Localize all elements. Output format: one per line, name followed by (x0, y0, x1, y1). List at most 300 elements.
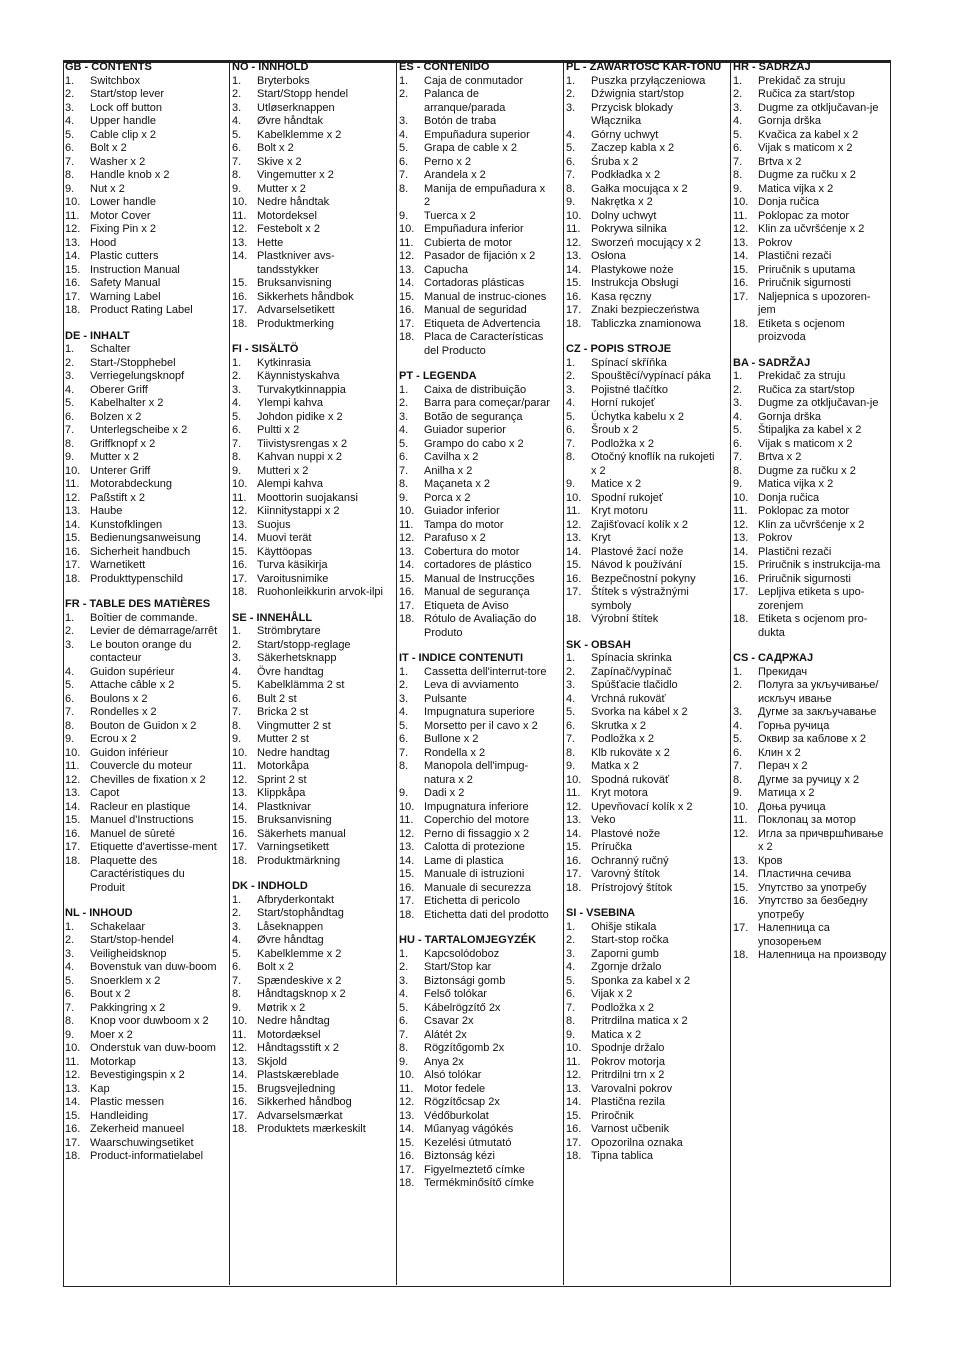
list-item (63, 438, 221, 452)
item-label: Övre handtag (257, 665, 324, 678)
item-number: 2. (65, 934, 75, 946)
item-label: Placa de Características del Producto (424, 331, 544, 357)
item-number: 1. (566, 74, 576, 87)
list-item (731, 397, 889, 411)
item-number: 16. (733, 277, 749, 289)
list-item (63, 1042, 221, 1056)
item-label: Упутство за безбедну употребу (758, 895, 868, 921)
list-item (230, 841, 388, 855)
item-label: Caixa de distribuição (424, 383, 527, 396)
item-label: Käyttöopas (257, 545, 313, 558)
item-label: Mutter x 2 (257, 182, 306, 195)
list-item (63, 612, 221, 626)
list-item (230, 129, 388, 143)
list-item (230, 1015, 388, 1029)
item-number: 2. (566, 934, 576, 946)
list-item (230, 1123, 388, 1137)
list-item (564, 868, 722, 882)
item-label: Przycisk blokady Włącznika (591, 101, 673, 127)
list-item (564, 855, 722, 869)
item-number: 3. (566, 101, 576, 114)
item-number: 8. (399, 1042, 409, 1054)
item-number: 9. (65, 733, 75, 745)
list-item (397, 129, 555, 143)
item-number: 2. (65, 88, 75, 100)
item-label: Prekidač za struju (758, 370, 846, 382)
list-item (397, 1029, 555, 1043)
item-label: Zgornje držalo (591, 961, 662, 973)
list-item (731, 747, 889, 761)
item-number: 10. (65, 464, 81, 477)
section-heading: SI - VSEBINA (566, 907, 636, 919)
item-label: Bult 2 st (257, 692, 297, 705)
item-number: 4. (733, 410, 743, 423)
item-label: Festebolt x 2 (257, 223, 320, 235)
item-number: 18. (566, 881, 582, 894)
item-label: Pokrov (758, 236, 793, 249)
list-item (397, 331, 555, 358)
item-label: Spouštěcí/vypínací páka (591, 370, 711, 382)
item-number: 11. (232, 1028, 247, 1041)
item-label: Mutteri x 2 (257, 464, 309, 477)
item-number: 8. (232, 719, 242, 732)
item-number: 3. (399, 410, 409, 423)
item-label: Start/stopp-reglage (257, 638, 351, 651)
item-number: 2. (232, 88, 242, 100)
item-number: 7. (65, 706, 75, 718)
list-item (731, 882, 889, 896)
list-item (230, 438, 388, 452)
list-item (397, 1177, 555, 1191)
list-item (397, 855, 555, 869)
item-number: 8. (566, 1015, 576, 1027)
item-number: 13. (65, 236, 81, 249)
item-label: Dugme za ručku x 2 (758, 169, 856, 181)
item-label: Guidon supérieur (90, 665, 175, 678)
item-label: Tipna tablica (591, 1150, 653, 1162)
item-number: 18. (566, 613, 582, 625)
item-label: Pakkingring x 2 (90, 1001, 166, 1014)
item-label: Znaki bezpieczeństwa (591, 304, 700, 316)
item-label: Упутство за употребу (758, 881, 867, 894)
list-item (397, 532, 555, 546)
item-number: 16. (566, 854, 582, 867)
list-item (564, 478, 722, 492)
item-label: Chevilles de fixation x 2 (90, 773, 206, 786)
item-number: 2. (566, 665, 576, 678)
list-item (564, 679, 722, 693)
list-item (230, 115, 388, 129)
item-number: 10. (232, 746, 248, 759)
list-item (230, 573, 388, 587)
item-label: Sworzeń mocujący x 2 (591, 236, 702, 249)
item-number: 2. (566, 88, 576, 100)
list-item (230, 1029, 388, 1043)
item-label: Bruksanvisning (257, 277, 332, 289)
item-number: 17. (733, 922, 749, 934)
item-number: 16. (566, 572, 582, 585)
section-heading: NL - INHOUD (65, 907, 133, 919)
item-number: 6. (733, 746, 743, 759)
item-number: 8. (733, 169, 743, 181)
item-label: Perno di fissaggio x 2 (424, 827, 530, 840)
list-item (230, 357, 388, 371)
section-heading: BA - SADRŽAJ (733, 356, 811, 369)
item-label: Tiivistysrengas x 2 (257, 437, 348, 450)
item-label: Etiquette d'avertisse-ment (90, 841, 217, 853)
item-label: Varoitusnimike (257, 572, 329, 585)
item-label: Møtrik x 2 (257, 1001, 306, 1014)
list-item (731, 250, 889, 264)
item-number: 10. (65, 196, 81, 208)
item-number: 4. (399, 128, 409, 141)
item-number: 4. (232, 934, 242, 946)
list-item (230, 318, 388, 332)
item-number: 13. (65, 505, 81, 517)
language-section (63, 60, 221, 318)
list-item (397, 519, 555, 533)
item-label: Unterer Griff (90, 464, 151, 477)
item-number: 12. (566, 800, 582, 813)
list-item (397, 693, 555, 707)
item-number: 13. (232, 787, 248, 799)
item-number: 12. (65, 223, 81, 235)
item-label: Motordeksel (257, 209, 317, 222)
item-number: 7. (566, 437, 576, 450)
item-number: 12. (566, 1069, 582, 1081)
list-item (397, 1096, 555, 1110)
item-label: Turva käsikirja (257, 559, 328, 571)
section-heading: IT - INDICE CONTENUTI (399, 652, 524, 664)
item-label: Hood (90, 236, 117, 249)
list-item (731, 75, 889, 89)
list-item (731, 424, 889, 438)
item-number: 11. (566, 1055, 581, 1068)
list-item (230, 787, 388, 801)
item-label: Podložka x 2 (591, 733, 654, 745)
language-section (230, 879, 388, 1137)
item-label: Poklopac za motor (758, 209, 850, 222)
item-label: Priručnik sigurnosti (758, 277, 851, 289)
item-number: 5. (733, 424, 743, 436)
item-label: Kiinnitystappi x 2 (257, 505, 340, 517)
item-label: Zapínač/vypínač (591, 665, 672, 678)
item-label: Vrchná rukoväť (591, 692, 666, 705)
item-number: 6. (399, 1015, 409, 1027)
list-item (731, 868, 889, 882)
item-label: Cable clip x 2 (90, 128, 157, 141)
item-label: Manual de segurança (424, 586, 530, 598)
item-label: Johdon pidike x 2 (257, 410, 343, 423)
item-number: 7. (399, 169, 409, 181)
item-number: 17. (232, 841, 248, 853)
list-item (397, 438, 555, 452)
item-label: Tuerca x 2 (424, 209, 476, 222)
item-label: Håndtagsknop x 2 (257, 988, 346, 1000)
list-item (397, 465, 555, 479)
item-number: 18. (566, 1150, 582, 1162)
item-label: Klippkåpa (257, 787, 306, 799)
item-number: 5. (65, 679, 75, 691)
item-number: 5. (232, 128, 242, 141)
item-number: 12. (399, 1096, 415, 1108)
list-item (397, 397, 555, 411)
item-number: 3. (733, 706, 743, 718)
list-item (397, 142, 555, 156)
item-label: Barra para começar/parar (424, 397, 550, 409)
list-item (63, 841, 221, 855)
item-number: 9. (232, 1001, 242, 1014)
list-item (63, 75, 221, 89)
list-item (230, 492, 388, 506)
list-item (63, 1096, 221, 1110)
list-item (564, 102, 722, 129)
list-item (731, 895, 889, 922)
item-label: Racleur en plastique (90, 800, 191, 813)
item-label: Kryt (591, 532, 611, 544)
item-label: Klb rukoväte x 2 (591, 746, 670, 759)
item-label: Instruction Manual (90, 263, 180, 276)
item-label: Maçaneta x 2 (424, 478, 491, 490)
list-item (230, 210, 388, 224)
item-number: 11. (232, 491, 247, 504)
list-item (564, 357, 722, 371)
list-item (230, 760, 388, 774)
section-heading: DE - INHALT (65, 329, 130, 342)
item-number: 3. (399, 974, 409, 987)
item-number: 15. (232, 545, 248, 558)
item-number: 2. (733, 88, 743, 100)
item-number: 10. (566, 491, 582, 504)
item-number: 11. (399, 1082, 414, 1095)
item-number: 14. (566, 827, 582, 840)
list-item (564, 747, 722, 761)
item-label: Øvre håndtak (257, 115, 324, 127)
item-label: Доња ручица (758, 800, 826, 813)
item-number: 7. (733, 760, 743, 772)
item-label: Start/stop-hendel (90, 934, 174, 946)
item-label: Plaquette des Caractéristiques du Produit (90, 854, 185, 894)
list-item (230, 988, 388, 1002)
section-heading: FR - TABLE DES MATIÈRES (65, 598, 211, 610)
item-number: 5. (232, 410, 242, 423)
item-number: 12. (232, 773, 248, 786)
item-number: 15. (65, 1109, 81, 1122)
item-label: Bolt x 2 (257, 961, 294, 973)
item-number: 9. (566, 478, 576, 490)
language-column-2 (230, 60, 388, 1148)
item-number: 4. (733, 115, 743, 127)
item-number: 9. (566, 760, 576, 772)
item-label: Manuel d'Instructions (90, 814, 194, 826)
item-number: 16. (733, 895, 749, 907)
item-number: 11. (566, 787, 581, 799)
item-label: Lame di plastica (424, 854, 504, 867)
list-item (230, 532, 388, 546)
list-item (63, 639, 221, 666)
item-label: Motor Cover (90, 209, 151, 222)
list-item (230, 907, 388, 921)
item-label: Úchytka kabelu x 2 (591, 410, 684, 423)
item-number: 8. (65, 437, 75, 450)
item-number: 9. (65, 182, 75, 195)
list-item (564, 1083, 722, 1097)
list-item (731, 573, 889, 587)
item-number: 10. (566, 773, 582, 786)
item-label: Spændeskive x 2 (257, 974, 342, 987)
item-number: 14. (733, 868, 749, 880)
item-label: Műanyag vágókés (424, 1123, 514, 1135)
list-item (564, 88, 722, 102)
item-label: Bruksanvisning (257, 814, 332, 826)
list-item (230, 747, 388, 761)
list-item (397, 1110, 555, 1124)
item-number: 9. (566, 196, 576, 208)
item-number: 1. (733, 74, 743, 87)
item-number: 13. (399, 545, 415, 558)
list-item (230, 733, 388, 747)
item-number: 12. (65, 1069, 81, 1081)
item-label: Motorkap (90, 1055, 136, 1068)
list-item (230, 1069, 388, 1083)
item-number: 7. (65, 1001, 75, 1014)
list-item (731, 169, 889, 183)
list-item (63, 451, 221, 465)
item-number: 15. (566, 841, 582, 853)
item-number: 7. (399, 1028, 409, 1041)
section-heading: HU - TARTALOMJEGYZÉK (399, 934, 537, 946)
list-item (397, 814, 555, 828)
item-number: 7. (566, 1001, 576, 1014)
item-number: 11. (399, 236, 414, 249)
list-item (63, 237, 221, 251)
item-label: Matice x 2 (591, 478, 642, 490)
list-item (230, 411, 388, 425)
list-item (731, 814, 889, 828)
item-label: Motorabdeckung (90, 478, 172, 490)
list-item (731, 706, 889, 720)
list-item (63, 196, 221, 210)
list-item (564, 250, 722, 264)
item-number: 1. (733, 370, 743, 382)
item-number: 16. (65, 1123, 81, 1135)
item-number: 13. (65, 787, 81, 799)
item-label: Pritrdilna matica x 2 (591, 1015, 688, 1027)
item-number: 2. (399, 88, 409, 100)
list-item (230, 921, 388, 935)
item-number: 14. (399, 854, 415, 867)
item-number: 8. (232, 988, 242, 1000)
item-label: Bolt x 2 (257, 142, 294, 154)
item-label: Morsetto per il cavo x 2 (424, 719, 538, 732)
item-label: Ohišje stikala (591, 920, 657, 933)
item-number: 17. (399, 895, 415, 907)
item-label: Kunstofklingen (90, 518, 163, 531)
list-item (564, 1015, 722, 1029)
item-label: Bezpečnostní pokyny (591, 572, 696, 585)
item-label: Le bouton orange du contacteur (90, 638, 192, 664)
item-number: 2. (566, 370, 576, 382)
list-item (63, 424, 221, 438)
item-label: Nut x 2 (90, 182, 125, 195)
item-label: Varningsetikett (257, 841, 329, 853)
item-number: 15. (566, 277, 582, 289)
item-label: Håndtagsstift x 2 (257, 1042, 339, 1054)
item-label: Vijak x 2 (591, 988, 633, 1000)
list-item (230, 774, 388, 788)
item-label: Rondella x 2 (424, 746, 486, 759)
item-label: Kasa ręczny (591, 290, 652, 303)
item-label: Anilha x 2 (424, 464, 473, 477)
list-item (397, 586, 555, 600)
item-label: Kytkinrasia (257, 356, 311, 369)
list-item (731, 102, 889, 116)
item-number: 12. (232, 223, 248, 235)
item-number: 14. (65, 800, 81, 813)
item-number: 11. (733, 814, 748, 826)
item-label: Ruohonleikkurin arvok-ilpi (257, 586, 383, 598)
item-number: 2. (65, 625, 75, 637)
list-item (230, 1002, 388, 1016)
list-item (731, 318, 889, 345)
list-item (230, 546, 388, 560)
list-item (731, 679, 889, 706)
item-label: Bout x 2 (90, 988, 131, 1000)
item-number: 14. (65, 518, 81, 531)
list-item (63, 801, 221, 815)
item-number: 14. (65, 1096, 81, 1108)
item-label: Налепница на производу (758, 949, 887, 961)
item-number: 13. (399, 841, 415, 853)
list-item (230, 196, 388, 210)
list-item (397, 559, 555, 573)
item-number: 11. (566, 505, 581, 517)
item-number: 11. (399, 814, 414, 826)
item-number: 1. (232, 625, 242, 637)
list-item (63, 706, 221, 720)
item-number: 17. (566, 586, 582, 598)
item-label: Tampa do motor (424, 518, 504, 531)
item-number: 9. (65, 1028, 75, 1041)
item-label: Plastična rezila (591, 1096, 665, 1108)
list-item (230, 975, 388, 989)
item-number: 9. (65, 451, 75, 463)
list-item (230, 828, 388, 842)
item-number: 12. (399, 827, 415, 840)
list-item (564, 546, 722, 560)
list-item (397, 1164, 555, 1178)
section-heading: PT - LEGENDA (399, 370, 477, 382)
list-item (230, 1110, 388, 1124)
language-section (63, 906, 221, 1164)
item-label: Bryterboks (257, 74, 310, 87)
list-item (230, 142, 388, 156)
item-number: 1. (399, 74, 409, 87)
item-number: 12. (232, 505, 248, 517)
item-label: Etiqueta de Advertencia (424, 317, 541, 330)
item-number: 14. (399, 277, 415, 289)
item-number: 1. (232, 356, 242, 369)
item-label: Výrobní štítek (591, 613, 659, 625)
list-item (397, 1069, 555, 1083)
item-label: Muovi terät (257, 532, 312, 544)
item-number: 15. (399, 572, 415, 585)
list-item (63, 747, 221, 761)
item-label: Start/Stopp hendel (257, 88, 349, 100)
list-item (230, 559, 388, 573)
list-item (731, 492, 889, 506)
item-number: 5. (566, 706, 576, 718)
